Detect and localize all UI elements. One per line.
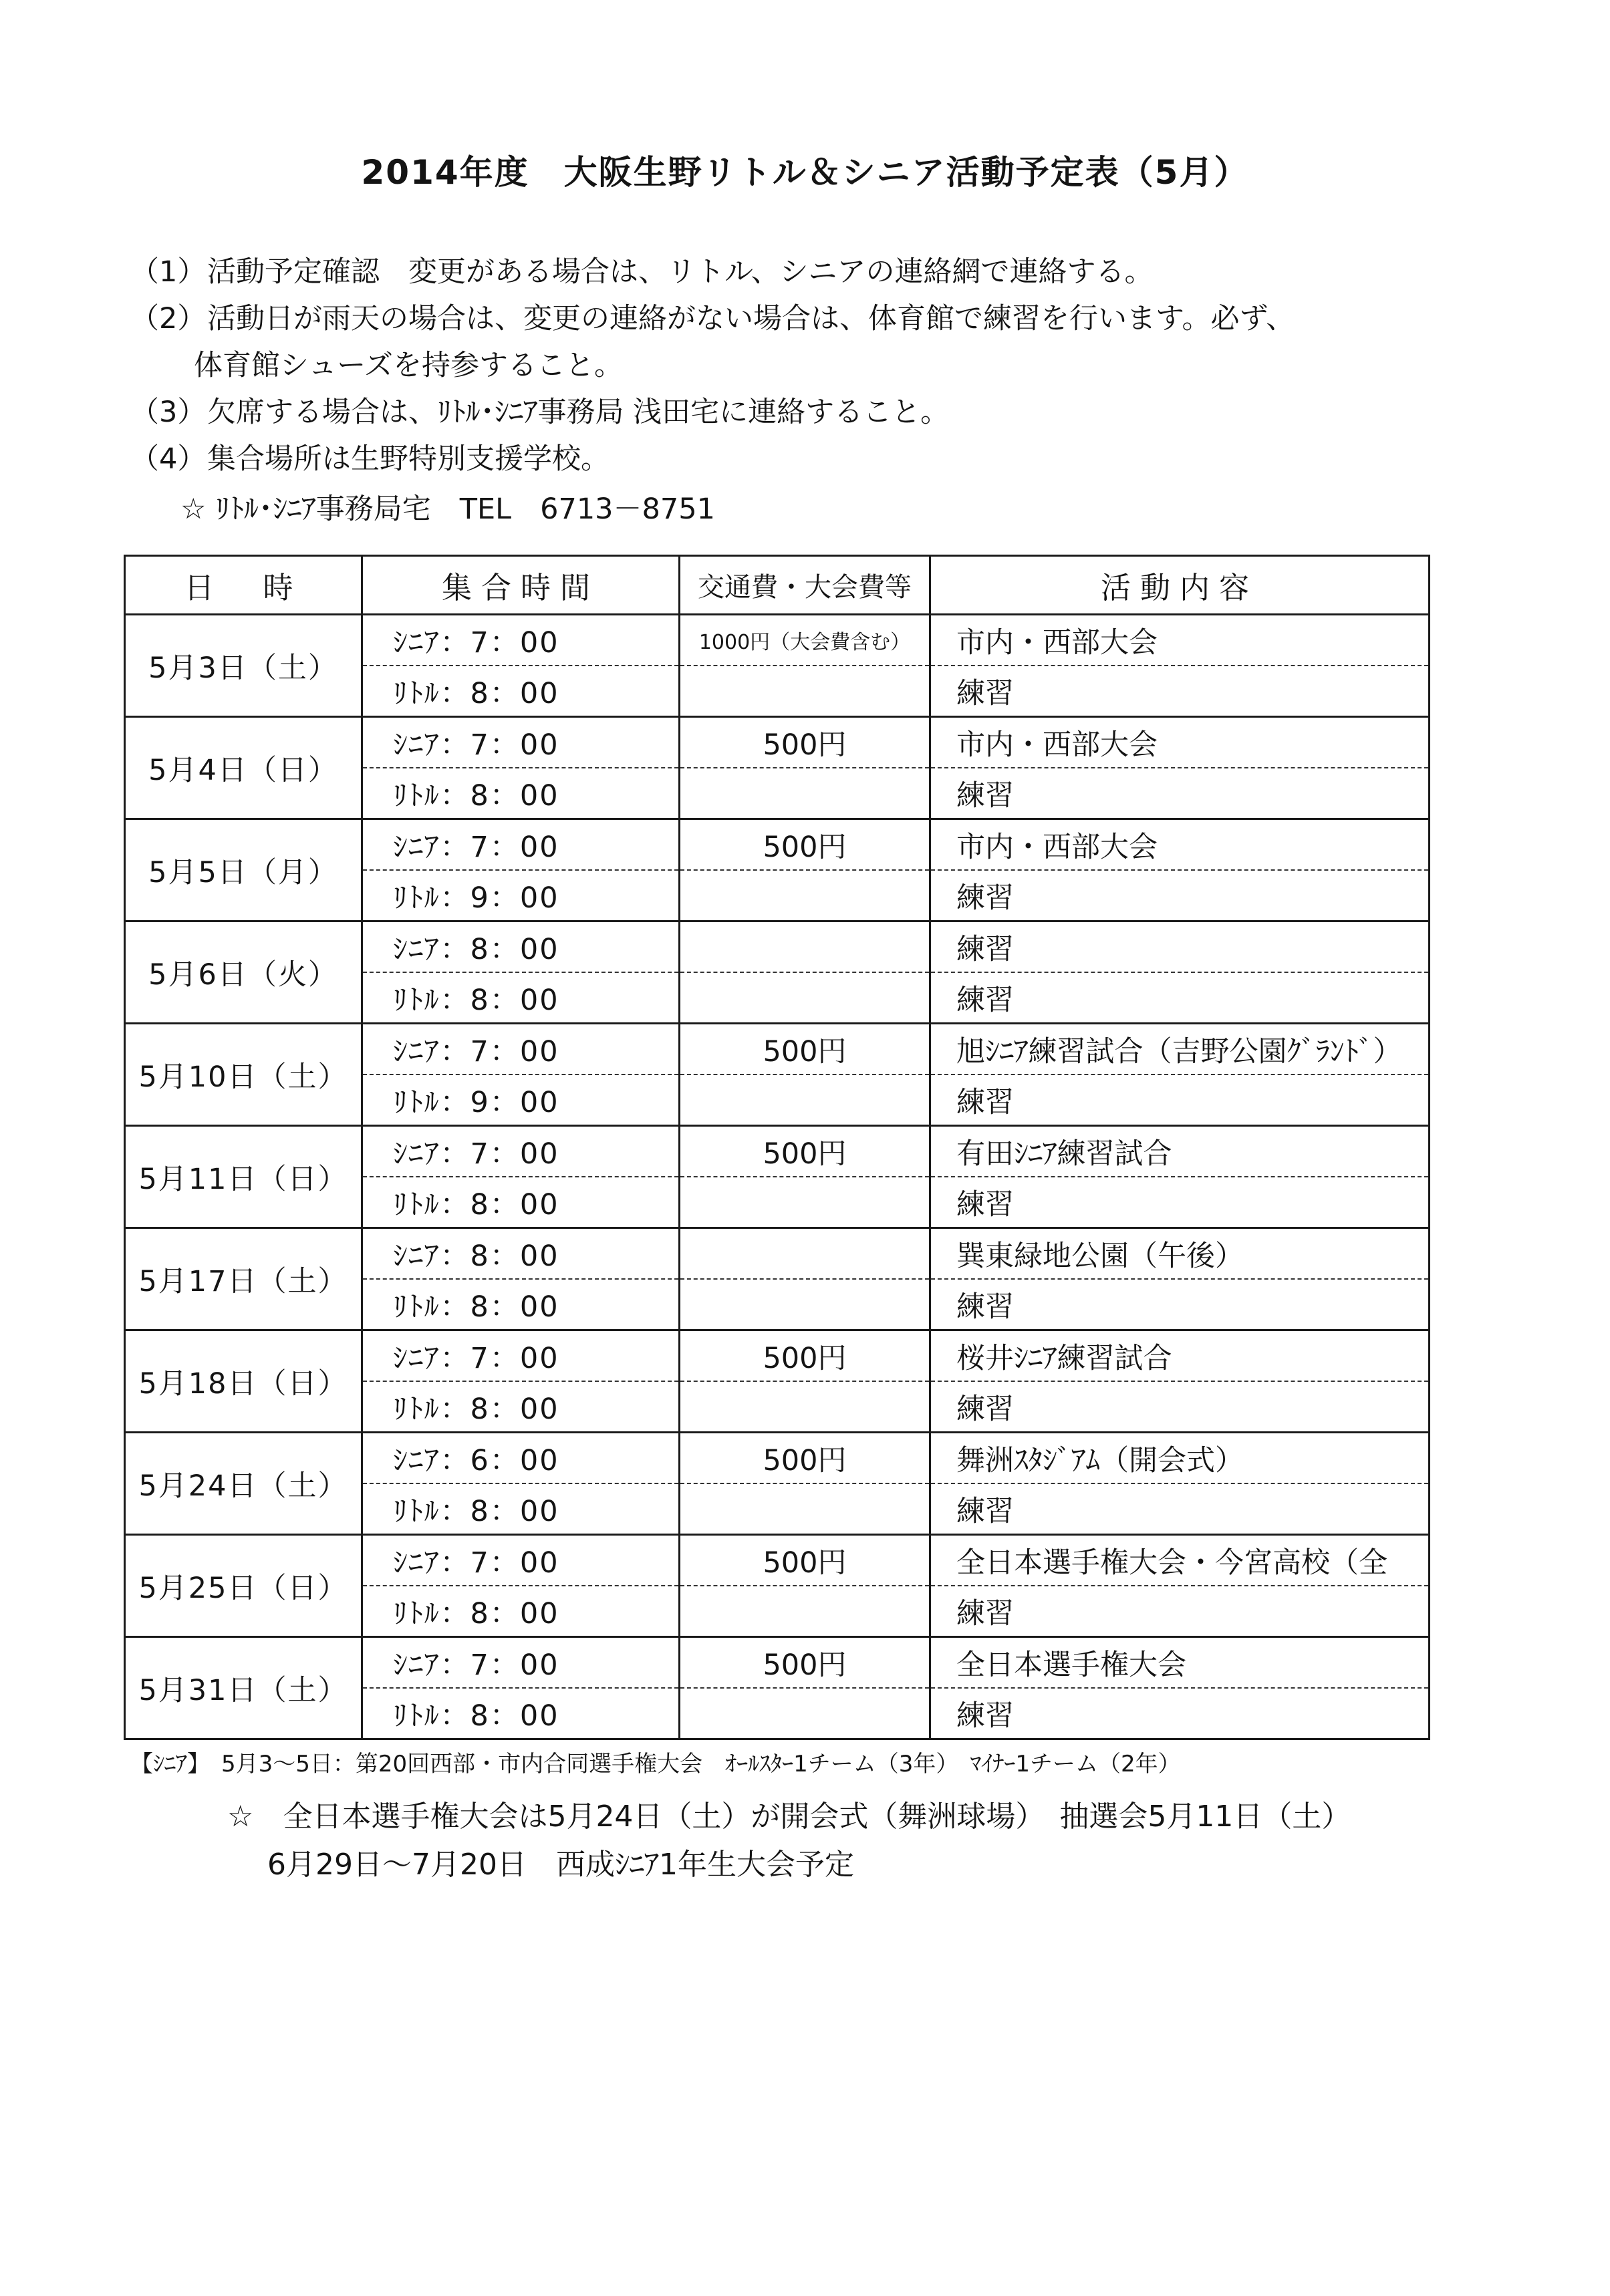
little-time-cell: ﾘﾄﾙ：8：00 [362,1483,680,1535]
senior-activity-cell: 市内・西部大会 [930,819,1430,871]
little-fee-cell [680,870,930,921]
table-row-senior [125,1024,1430,1075]
senior-fee-cell: 1000円（大会費含む） [680,615,930,666]
little-fee-cell [680,1074,930,1126]
note-text: 集合場所は生野特別支援学校。 [207,442,610,476]
senior-fee-cell: 500円 [680,1535,930,1586]
little-time-cell: ﾘﾄﾙ：8：00 [362,1177,680,1228]
note-number: （3） [130,396,207,429]
note-3 [130,389,1295,436]
little-activity-cell: 練習 [930,1279,1430,1330]
date-cell: 5月3日（土） [125,615,362,717]
little-activity-cell: 練習 [930,870,1430,921]
senior-time-cell: ｼﾆｱ：8：00 [362,1228,680,1280]
header-fee: 交通費・大会費等 [680,556,930,615]
office-tel: ☆ ﾘﾄﾙ･ｼﾆｱ事務局宅 TEL 6713－8751 [180,492,715,526]
page-title: 2014年度 大阪生野リトル＆シニア活動予定表（5月） [361,153,1249,192]
date-cell: 5月4日（日） [125,717,362,819]
little-time-cell: ﾘﾄﾙ：8：00 [362,1688,680,1739]
note-number: （4） [130,442,207,476]
notes-list [130,249,1295,536]
header-meeting-time: 集合時間 [362,556,680,615]
senior-time-cell: ｼﾆｱ：7：00 [362,819,680,871]
note-text: 活動予定確認 変更がある場合は、リトル、シニアの連絡網で連絡する。 [207,255,1154,289]
little-fee-cell [680,1688,930,1739]
table-row-senior [125,1228,1430,1280]
table-row-senior [125,819,1430,871]
date-cell: 5月17日（土） [125,1228,362,1330]
date-cell: 5月6日（火） [125,921,362,1024]
little-fee-cell [680,1483,930,1535]
senior-activity-cell: 全日本選手権大会 [930,1637,1430,1689]
little-activity-cell: 練習 [930,1688,1430,1739]
footer-championship-note: ☆ 全日本選手権大会は5月24日（土）が開会式（舞洲球場） 抽選会5月11日（土） [227,1800,1351,1834]
senior-time-cell: ｼﾆｱ：7：00 [362,1126,680,1177]
senior-time-cell: ｼﾆｱ：6：00 [362,1433,680,1484]
senior-fee-cell: 500円 [680,1433,930,1484]
little-activity-cell: 練習 [930,1586,1430,1637]
little-activity-cell: 練習 [930,1074,1430,1126]
little-fee-cell [680,1586,930,1637]
footer-senior-note: 【ｼﾆｱ】 5月3～5日：第20回西部・市内合同選手権大会 ｵｰﾙｽﾀｰ1チーム（3年） ﾏｲﾅｰ1チーム（2年） [130,1751,1181,1777]
senior-time-cell: ｼﾆｱ：7：00 [362,615,680,666]
little-time-cell: ﾘﾄﾙ：8：00 [362,768,680,819]
table-row-senior [125,1637,1430,1689]
senior-activity-cell: 桜井ｼﾆｱ練習試合 [930,1330,1430,1382]
date-cell: 5月11日（日） [125,1126,362,1228]
senior-fee-cell: 500円 [680,819,930,871]
senior-fee-cell [680,1228,930,1280]
header-datetime: 日 時 [125,556,362,615]
note-text: 体育館シューズを持参すること。 [194,349,623,382]
senior-activity-cell: 舞洲ｽﾀｼﾞｱﾑ（開会式） [930,1433,1430,1484]
senior-time-cell: ｼﾆｱ：7：00 [362,1330,680,1382]
table-header-row [125,556,1430,615]
date-cell: 5月24日（土） [125,1433,362,1535]
little-time-cell: ﾘﾄﾙ：8：00 [362,1586,680,1637]
senior-time-cell: ｼﾆｱ：7：00 [362,1024,680,1075]
senior-activity-cell: 市内・西部大会 [930,615,1430,666]
little-activity-cell: 練習 [930,768,1430,819]
little-activity-cell: 練習 [930,666,1430,717]
little-fee-cell [680,972,930,1024]
date-cell: 5月18日（日） [125,1330,362,1433]
senior-fee-cell: 500円 [680,717,930,768]
senior-activity-cell: 練習 [930,921,1430,973]
little-activity-cell: 練習 [930,1381,1430,1433]
date-cell: 5月5日（月） [125,819,362,921]
little-time-cell: ﾘﾄﾙ：8：00 [362,1381,680,1433]
note-text: 活動日が雨天の場合は、変更の連絡がない場合は、体育館で練習を行います。必ず、 [207,302,1295,335]
footer-nishinari-note: 6月29日～7月20日 西成ｼﾆｱ1年生大会予定 [267,1848,854,1882]
date-cell: 5月25日（日） [125,1535,362,1637]
little-fee-cell [680,768,930,819]
note-2-continued [130,342,1295,389]
note-4 [130,436,1295,482]
senior-fee-cell: 500円 [680,1126,930,1177]
senior-activity-cell: 市内・西部大会 [930,717,1430,768]
senior-fee-cell: 500円 [680,1637,930,1689]
date-cell: 5月10日（土） [125,1024,362,1126]
little-fee-cell [680,1177,930,1228]
schedule-table [124,555,1430,1740]
senior-time-cell: ｼﾆｱ：7：00 [362,717,680,768]
table-row-senior [125,615,1430,666]
senior-time-cell: ｼﾆｱ：8：00 [362,921,680,973]
note-number: （1） [130,255,207,289]
table-row-senior [125,717,1430,768]
table-row-senior [125,921,1430,973]
little-fee-cell [680,666,930,717]
table-row-senior [125,1535,1430,1586]
date-cell: 5月31日（土） [125,1637,362,1739]
note-number: （2） [130,302,207,335]
note-text: 欠席する場合は、ﾘﾄﾙ･ｼﾆｱ事務局 浅田宅に連絡すること。 [207,396,950,429]
senior-activity-cell: 有田ｼﾆｱ練習試合 [930,1126,1430,1177]
little-time-cell: ﾘﾄﾙ：8：00 [362,1279,680,1330]
little-activity-cell: 練習 [930,1483,1430,1535]
table-row-senior [125,1433,1430,1484]
senior-fee-cell: 500円 [680,1024,930,1075]
little-time-cell: ﾘﾄﾙ：9：00 [362,870,680,921]
little-time-cell: ﾘﾄﾙ：8：00 [362,972,680,1024]
senior-fee-cell: 500円 [680,1330,930,1382]
senior-fee-cell [680,921,930,973]
table-row-senior [125,1126,1430,1177]
little-activity-cell: 練習 [930,972,1430,1024]
little-activity-cell: 練習 [930,1177,1430,1228]
senior-activity-cell: 旭ｼﾆｱ練習試合（吉野公園ｸﾞﾗﾝﾄﾞ） [930,1024,1430,1075]
senior-time-cell: ｼﾆｱ：7：00 [362,1637,680,1689]
little-time-cell: ﾘﾄﾙ：8：00 [362,666,680,717]
table-row-senior [125,1330,1430,1382]
note-2 [130,295,1295,342]
little-fee-cell [680,1279,930,1330]
schedule-body [125,615,1430,1739]
senior-activity-cell: 巽東緑地公園（午後） [930,1228,1430,1280]
senior-activity-cell: 全日本選手権大会・今宮高校（全 [930,1535,1430,1586]
little-time-cell: ﾘﾄﾙ：9：00 [362,1074,680,1126]
senior-time-cell: ｼﾆｱ：7：00 [362,1535,680,1586]
little-fee-cell [680,1381,930,1433]
note-1 [130,249,1295,295]
header-activity: 活動内容 [930,556,1430,615]
